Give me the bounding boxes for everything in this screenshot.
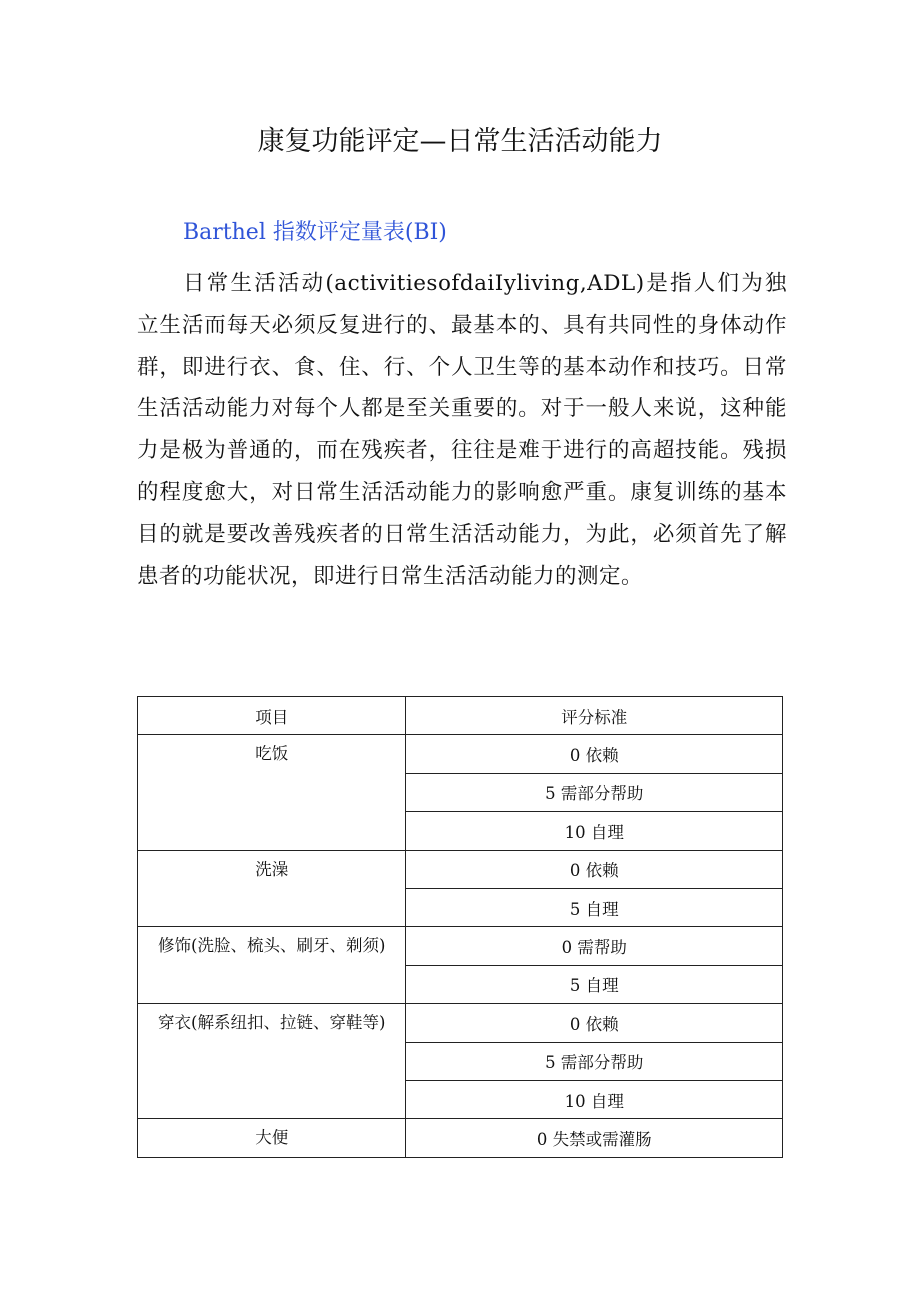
score-cell: 0 需帮助 [406, 927, 783, 965]
item-bathing: 洗澡 [138, 850, 406, 927]
section-subtitle: Barthel 指数评定量表(BI) [183, 220, 447, 245]
page-title: 康复功能评定—日常生活活动能力 [257, 126, 663, 157]
item-dressing: 穿衣(解系纽扣、拉链、穿鞋等) [138, 1004, 406, 1119]
score-cell: 5 需部分帮助 [406, 773, 783, 811]
score-cell: 0 依赖 [406, 1004, 783, 1042]
item-eating: 吃饭 [138, 735, 406, 850]
header-item: 项目 [138, 697, 406, 735]
intro-paragraph: 日常生活活动(activitiesofdaiIyliving,ADL)是指人们为独立生活而每天必须反复进行的、最基本的、具有共同性的身体动作群，即进行衣、食、住、行、个人卫生等的基本动作和技巧。日常生活活动能力对每个人都是至关重要的。对于一般人来说，这种能力是极为普通的，而在残疾者，往往是难于进行的高超技能。残损的程度愈大，对日常生活活动能力的影响愈严重。康复训练的基本目的就是要改善残疾者的日常生活活动能力，为此，必须首先了解患者的功能状况，即进行日常生活活动能力的测定。 [137, 271, 787, 589]
table-row [138, 850, 783, 888]
table-row [138, 1119, 783, 1157]
item-bowel: 大便 [138, 1119, 406, 1157]
score-cell: 0 依赖 [406, 850, 783, 888]
score-cell: 10 自理 [406, 1080, 783, 1118]
score-cell: 10 自理 [406, 812, 783, 850]
score-cell: 5 需部分帮助 [406, 1042, 783, 1080]
score-cell: 5 自理 [406, 888, 783, 926]
table-header-row [138, 697, 783, 735]
table-row [138, 1004, 783, 1042]
score-cell: 5 自理 [406, 965, 783, 1003]
barthel-index-table [137, 696, 783, 1158]
score-cell: 0 失禁或需灌肠 [406, 1119, 783, 1157]
score-cell: 0 依赖 [406, 735, 783, 773]
table-row [138, 735, 783, 773]
item-grooming: 修饰(洗脸、梳头、刷牙、剃须) [138, 927, 406, 1004]
header-score-criteria: 评分标准 [406, 697, 783, 735]
table-row [138, 927, 783, 965]
